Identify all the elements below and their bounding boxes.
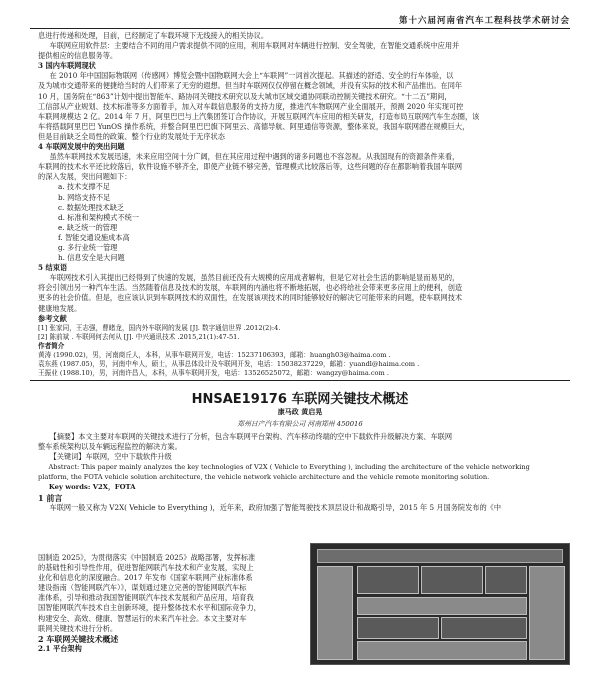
- text-line: 及为城市交通带来的便捷给当时的人们带来了无穷的遐想。但当时车联网仅仅停留在概念领域，并没有实际的技术和产品推出。在同年: [38, 81, 463, 91]
- article-divider: [30, 380, 570, 381]
- text-line: 车联网技术引入其提出已经得到了快速的发展，虽然目前还没有大规模的应用成者解构，但是它对社会生活的影响是显而易见的，: [49, 273, 460, 283]
- section-heading: 4 车联网发展中的突出问题: [38, 142, 125, 152]
- reference: [1] 张家同，王志强，曹睹龙，国内外车联网的发展 [J]. 数字通信世界 .2012(2):4.: [38, 323, 281, 332]
- text-line: 虽然车联网技术发展迅速，未来应用空间十分广阔，但在其应用过程中遇到的诸多问题也不容忽视。从我国现有的资源条件来看，: [49, 152, 460, 162]
- text-line: 在 2010 年中国国际物联网（传感网）博览会暨中国物联网大会上“车联网”一词首次提起。其描述的舒适、安全的行车体验，以: [49, 71, 454, 81]
- author-bio: 王振业 (1988.10)，男，河南许昌人，本科，从事车联网开发，电话：13526525072，邮箱：wangzy@haima.com .: [38, 368, 389, 377]
- list-item: f. 智能交通设施成本高: [58, 232, 130, 242]
- abstract-en: platform, the FOTA vehicle solution architecture, the vehicle network vehicle architecture and the vehicle remote monitoring solution.: [38, 473, 490, 482]
- figure-block: [529, 566, 565, 660]
- abstract-en: Abstract: This paper mainly analyzes the key technologies of V2X ( Vehicle to Everything ), including the architecture of the vehicle networking: [48, 463, 530, 472]
- intro-line: 国智能网联汽车技术自主创新环境，提升整体技术水平和国际竞争力，: [38, 603, 261, 613]
- section-heading: 3 国内车联网现状: [38, 61, 96, 71]
- section-heading: 1 前言: [38, 492, 63, 503]
- figure-block: [357, 566, 419, 594]
- header-rule: [30, 28, 570, 29]
- figure-block: [485, 566, 527, 594]
- abstract-cn: 整车系统架构以及车辆远程监控的解决方案。: [38, 442, 182, 452]
- list-item: e. 缺乏统一的管理: [58, 222, 118, 232]
- paragraph: 车联网应用软件层：主要结合不同的用户需求提供不同的应用，利用车联网对车辆进行控制、安全驾驶，在智能交通系统中应用并: [49, 41, 460, 51]
- text-line: 车联网的技术水平还比较落后，软件设施不够齐全，即使产业链不够完善，管理模式比较落后等，这些问题的存在都影响着我国车联网: [38, 162, 463, 172]
- bio-heading: 作者简介: [38, 341, 65, 350]
- abstract-cn: 【摘要】本文主要对车联网的关键技术进行了分析，包含车联网平台架构、汽车移动终端的空中下载软件升级解决方案、车联网: [49, 432, 453, 441]
- paper-authors: 康马政 黄启晃: [277, 407, 323, 416]
- running-title: 第十六届河南省汽车工程科技学术研讨会: [398, 16, 570, 26]
- list-item: d. 标准和架构模式不统一: [58, 212, 140, 222]
- section-heading: 5 结束语: [38, 263, 68, 273]
- figure-header-bar: [317, 549, 563, 563]
- previous-article-body: [38, 31, 562, 378]
- intro-line: 国制造 2025》，为贯彻落实《中国制造 2025》战略部署，发挥标准: [38, 553, 256, 562]
- text-line: 的深入发展，突出问题如下：: [38, 172, 132, 182]
- figure-block: [357, 641, 527, 660]
- references-heading: 参考文献: [38, 313, 67, 323]
- figure-block: [441, 617, 527, 639]
- figure-block: [357, 617, 439, 639]
- reference: [2] 陈前斌 . 车联网何去何从 [J]. 中兴通讯技术 .2015,21(1):47-51.: [38, 332, 240, 341]
- figure-block: [317, 566, 353, 660]
- list-item: c. 数据处理技术缺乏: [58, 202, 125, 212]
- paper-intro-column: [38, 553, 300, 654]
- intro-line: 准体系，引导和推动我国智能网联汽车技术发展和产品应用，培育我: [38, 593, 254, 603]
- paper-title: HNSAE19176 车联网关键技术概述: [191, 392, 409, 407]
- text-line: 10 月，国务院在“863”计划中提出智能车、路协同关键技术研究以及大城市区域交通协同联动控制关键技术研究。“十二五”期间，: [38, 91, 452, 101]
- text-line: 车将搭载阿里巴巴 YunOS 操作系统，并整合阿里巴巴旗下阿里云、高德导航、阿里通信等资源，整体来说，我国车联网潜在规模巨大，: [38, 121, 470, 131]
- figure-block: [421, 566, 483, 594]
- text-line: 车联网规模达 2 亿。2014 年 7 月，阿里巴巴与上汽集团签订合作协议，开展互联网汽车应用的相关研发，打造布局互联网汽车生态圈，该: [38, 111, 480, 121]
- list-item: h. 信息安全是大问题: [58, 253, 125, 263]
- intro-line: 车联网一般又称为 V2X( Vehicle to Everything )，近年来，政府加强了智能驾驶技术顶层设计和战略引导，2015 年 5 月国务院发布的《中: [49, 502, 502, 512]
- intro-line: 构建安全、高效、健康、智慧运行的未来汽车社会。本文主要对车: [38, 613, 247, 623]
- list-item: g. 多行业统一管理: [58, 242, 118, 252]
- text-line: 将会引领出另一种汽车生活。当然随着信息及技术的发展，车联网的内涵也将不断地拓展，也必将给社会带来更多应用上的便利，创造: [38, 283, 463, 293]
- author-bio: 黄涛 (1990.02)，男，河南商丘人，本科，从事车联网开发，电话：15237106393，邮箱：huangh03@haima.com .: [38, 350, 391, 359]
- intro-line: 业化和信息化的深度融合。2017 年发布《国家车联网产业标准体系: [38, 573, 253, 583]
- keywords-en: Key words: V2X，FOTA: [48, 483, 136, 492]
- paper-front-matter: [38, 432, 562, 513]
- author-bio: 袁东燕 (1987.05)，男，河南中牟人，硕士，从事总体设计及车联网开发，电话：15038237229，邮箱：yuandl@haima.com .: [38, 359, 420, 368]
- platform-architecture-figure: [310, 543, 570, 665]
- paragraph: 提供相应的信息服务等。: [38, 51, 118, 61]
- paragraph: 息进行传递和处理，目前，已经制定了车载环境下无线接入的相关协议。: [38, 31, 269, 40]
- text-line: 工信部从产业规划、技术标准等多方面着手，加入对车载信息服务的支持力度，推进汽车物联网产业全面展开，预测 2020 年实现可控: [38, 101, 464, 111]
- list-item: a. 技术支撑不足: [58, 182, 110, 192]
- subsection-heading: 2.1 平台架构: [38, 643, 82, 653]
- paper-affiliation: 郑州日产汽车有限公司 河南郑州 450016: [237, 420, 363, 428]
- keywords-cn: 【关键词】车联网，空中下载软件升级: [49, 452, 172, 462]
- text-line: 健康地发展。: [38, 303, 82, 313]
- intro-line: 建设指南（智能网联汽车）》，谋划通过建立完善的智能网联汽车标: [38, 583, 247, 593]
- text-line: 但是目前缺乏全局性的政策、整个行业的发展处于无序状态: [38, 131, 225, 141]
- list-item: b. 网络支持不足: [58, 192, 111, 202]
- section-heading: 2 车联网关键技术概述: [38, 633, 119, 644]
- text-line: 更多的社会价值。但是，也应该认识到车联网技术的双面性，在发展该项技术的同时能够较好的解决它可能带来的问题，使车联网技术: [38, 293, 463, 303]
- intro-line: 的基础性和引导性作用，促进智能网联汽车技术和产业发展，实现上: [38, 563, 254, 573]
- figure-block: [357, 597, 527, 615]
- intro-line: 联网关键技术进行分析。: [38, 623, 118, 633]
